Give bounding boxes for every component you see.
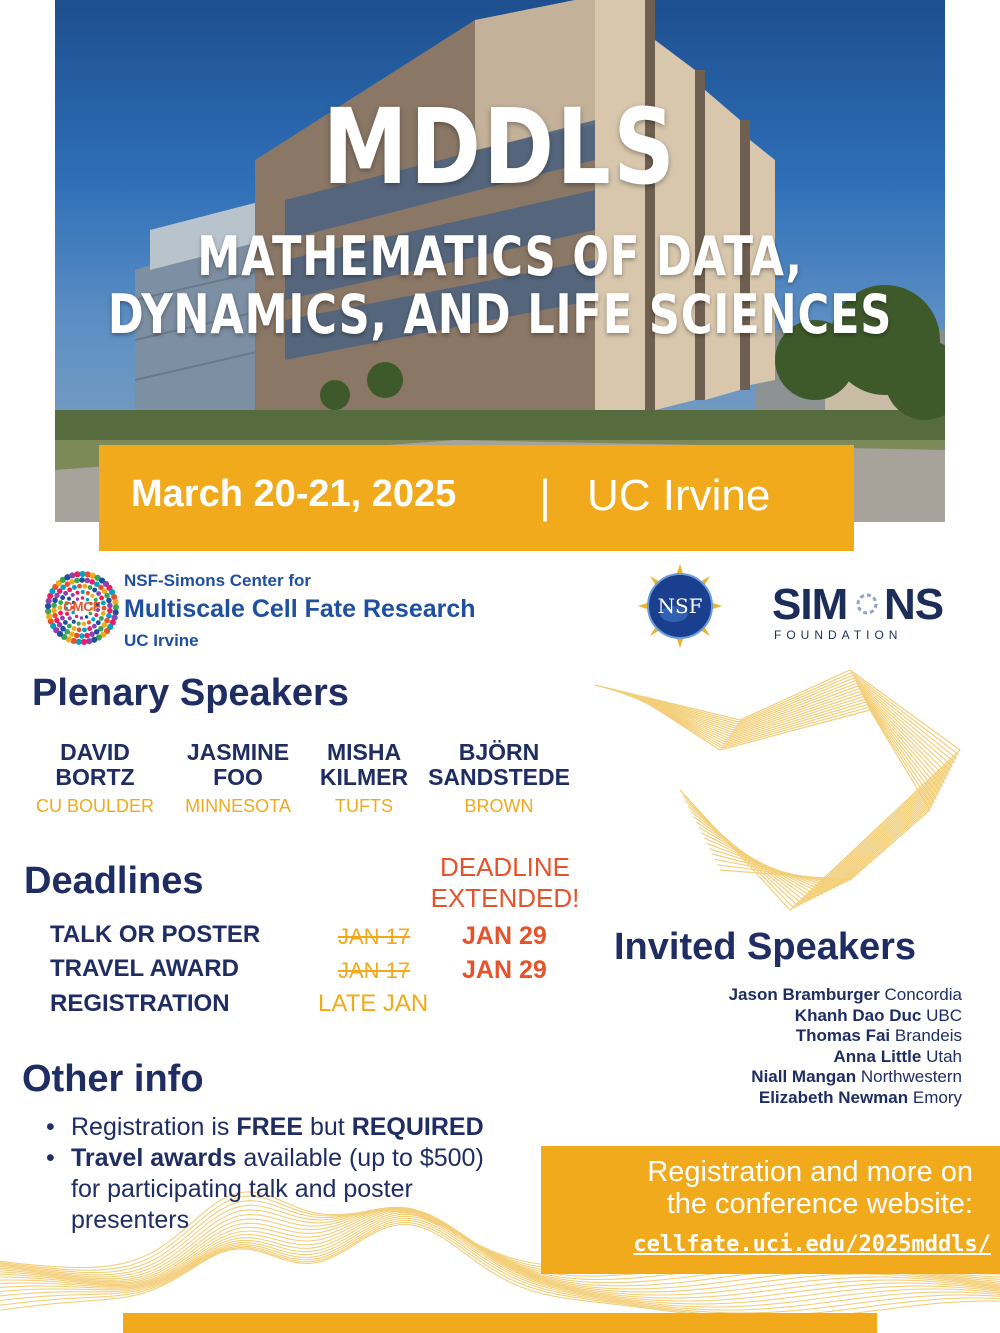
speaker-first-name: JASMINE (186, 739, 290, 765)
deadline-extended-line1: DEADLINE (439, 852, 571, 882)
simons-left: SIM (772, 580, 848, 629)
new-deadline: JAN 29 (462, 956, 547, 984)
speaker-last-name: SANDSTEDE (428, 764, 570, 790)
invited-heading: Invited Speakers (614, 926, 917, 968)
invited-speaker: Jason Bramburger Concordia (728, 985, 962, 1004)
speaker-last-name: KILMER (319, 764, 409, 790)
plenary-speaker (420, 740, 578, 817)
speaker-last-name: FOO (213, 764, 263, 790)
event-title-line2: DYNAMICS, AND LIFE SCIENCES (107, 283, 893, 346)
cmcf-badge: CMCF (63, 599, 101, 614)
plenary-heading: Plenary Speakers (32, 672, 349, 714)
deadline-extended-line2: EXTENDED! (430, 883, 580, 913)
simons-right: NS (884, 580, 944, 629)
registration-line1: Registration and more on (647, 1156, 973, 1188)
cmcf-line2: Multiscale Cell Fate Research (124, 595, 476, 623)
speaker-last-name: BORTZ (55, 764, 135, 790)
old-deadline: JAN 17 (338, 924, 411, 949)
plenary-speaker (168, 740, 308, 817)
event-title-line1: MATHEMATICS OF DATA, (197, 225, 803, 288)
banner-separator: | (539, 470, 551, 522)
invited-speaker: Elizabeth Newman Emory (758, 1087, 962, 1107)
invited-speaker: Anna Little Utah (833, 1046, 962, 1066)
speaker-institution: TUFTS (335, 796, 393, 816)
speaker-institution: BROWN (464, 796, 534, 816)
cmcf-logo (44, 570, 120, 646)
conference-website-link[interactable]: cellfate.uci.edu/2025mddls/ (633, 1232, 991, 1257)
old-deadline: JAN 17 (338, 958, 411, 983)
deadline-label: TALK OR POSTER (50, 921, 261, 948)
speaker-first-name: BJÖRN (458, 739, 540, 765)
nsf-text: NSF (657, 594, 703, 618)
bullet-icon: • (46, 1113, 55, 1141)
speaker-institution: CU BOULDER (35, 796, 155, 816)
speaker-first-name: DAVID (60, 739, 130, 765)
decorative-lines-icon (590, 660, 980, 930)
plenary-speaker (24, 740, 166, 817)
bullet-icon: • (46, 1144, 55, 1172)
speaker-institution: MINNESOTA (185, 796, 291, 816)
date-location-banner (99, 445, 854, 551)
simons-o-icon (855, 592, 879, 616)
registration-box (541, 1146, 1000, 1274)
bottom-bar (123, 1313, 877, 1333)
cmcf-line1: NSF-Simons Center for (124, 571, 312, 590)
deadline-label: REGISTRATION (50, 990, 230, 1017)
invited-speaker: Khanh Dao Duc UBC (794, 1005, 962, 1025)
deadline-label: TRAVEL AWARD (50, 955, 239, 982)
info-item-travel: Travel awards available (up to $500) for participating talk and poster presenters (71, 1144, 484, 1234)
invited-speaker: Niall Mangan Northwestern (751, 1067, 962, 1086)
nsf-logo (638, 564, 722, 648)
simons-foundation: FOUNDATION (774, 628, 903, 642)
speaker-first-name: MISHA (326, 739, 402, 765)
other-info-heading: Other info (22, 1058, 204, 1100)
event-location: UC Irvine (587, 471, 771, 520)
event-acronym: MDDLS (322, 86, 678, 208)
registration-deadline: LATE JAN (318, 990, 429, 1017)
cmcf-line3: UC Irvine (124, 631, 199, 650)
deadlines-heading: Deadlines (24, 860, 204, 902)
invited-speaker: Thomas Fai Brandeis (795, 1026, 962, 1045)
registration-line2: the conference website: (666, 1188, 973, 1220)
info-item-registration: Registration is FREE but REQUIRED (71, 1113, 484, 1141)
event-date: March 20-21, 2025 (131, 473, 457, 515)
new-deadline: JAN 29 (462, 922, 547, 950)
plenary-speaker (306, 740, 422, 817)
